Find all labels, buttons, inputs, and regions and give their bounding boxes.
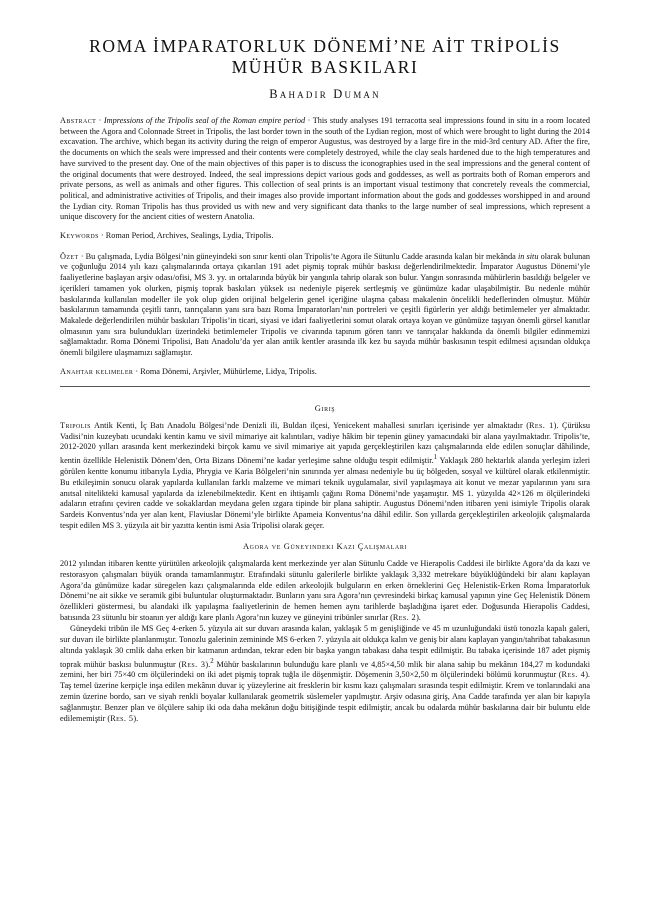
footnote-2: 2: [210, 657, 214, 665]
article-title: [60, 36, 590, 78]
abstract-title: Impressions of the Tripolis seal of the Roman empire period: [103, 116, 306, 125]
anahtar-text: Roma Dönemi, Arşivler, Mühürleme, Lidya, Tripolis.: [140, 366, 317, 376]
figure-ref-1: Res. 1: [529, 420, 554, 430]
giris-text-c: Yaklaşık 280 hektarlık alanda yerleşim izleri görülen kentte konumu itibarıyla Lydia, Phrygia ve Karia Bölgeleri’nin sınırında yer alması nedeniyle bu üç bölgeden, sosyal ve kültürel olarak etkilenmiştir. Bu etkileşimin sonucu olarak yapılarda kullanılan farklı malzeme ve mimari teknik uygulamalar, sivil yapılaşmaya ait konut ve mezar yapılarının yanı sıra anıtsal nitelikteki kamusal yapılarda da izlenebilmektedir. Kent en ihtişamlı çağını Roma Dönemi’nde yaşamıştır. MS 1. yüzyılda 42×126 m ölçülerindeki adaların etrafını çeviren cadde ve sokaklardan meydana gelen ızgara tipinde bir plana sahiptir. Augustus Dönemi’nden itibaren yeni isimiyle Tripolis olarak Sardeis Konventus’nda yer alan kent, Flaviuslar Dönemi’yle birlikte Apameia Konventus’na dâhil edilir. Son yıllarda gerçekleştirilen arkeolojik çalışmalarda tespit edilen MS 3. yüzyıla ait bir yazıtta kentin ismi Asia Tripolisi olarak geçer.: [60, 456, 590, 531]
giris-text-a: Antik Kenti, İç Batı Anadolu Bölgesi’nde Denizli ili, Buldan ilçesi, Yenicekent mahallesi sınırları içerisinde yer almaktadır (: [94, 420, 530, 430]
abstract-paragraph: Abstract · Impressions of the Tripolis seal of the Roman empire period · This study analyses 191 terracotta seal impressions found in situ in a room located between the Agora and Colonnade Street in Tripolis, the last border town in the south of the Lydian region, most of which were brought to light during the 2014 excavation. The archive, which began its activity during the reign of emperor Augustus, was destroyed by a large fire in the mid-3rd century AD. After the fire, the documents on which the seals were impressed and their contents were completely destroyed, while the clay seals hardened due to the high temperatures and have survived to the present day. One of the main objectives of this paper is to discuss the iconographies used in the seal impressions and the general content of the original documents that were destroyed. Indeed, the seal impressions depict various gods and goddesses, as well as portraits both of Roman emperors and private persons, as well as animals and other figures. This collection of seal prints is an important visual testimony that concretely reveals the commercial, political, and administrative activities of Tripolis, and their images also provide important information about the gods and goddesses worshipped in and around the Lydian city. Roman Tripolis has thus provided us with new and very significant data thanks to the large number of seal impressions, which represent a unique discovery for the ancient cities of western Anatolia.: [60, 116, 591, 222]
ozet-text-a: Bu çalışmada, Lydia Bölgesi’nin güneyindeki son sınır kenti olan Tripolis’te Agora ile Sütunlu Cadde arasında kalan bir mekânda: [85, 251, 516, 261]
figure-ref-4: Res. 4: [561, 670, 586, 680]
figure-ref-3: Res. 3: [181, 659, 206, 669]
article-page: [60, 36, 590, 724]
abstract-label: Abstract: [60, 116, 97, 125]
agora-text-1a: 2012 yılından itibaren kentte yürütülen arkeolojik çalışmalarda kent merkezinde yer alan Sütunlu Cadde ve Hierapolis Caddesi ile birlikte Agora’da da kazı ve restorasyon çalışmaları büyük oranda tamamlanmıştır. Etrafındaki sütunlu galerilerle birlikte yaklaşık 3,332 metrekare büyüklüğündeki bir alanı kaplayan Agora’da günümüze kadar süregelen kazı çalışmalarında elde edilen arkeolojik bulguların en erken örneklerini Geç Helenistik-Erken Roma İmparatorluk Dönemi’ne ait sikke ve seramik gibi buluntular oluşturmaktadır. Bunların yanı sıra Agora’nın çevresindeki birkaç kamusal yapının yine Geç Helenistik Dönem özellikleri göstermesi, bu alandaki ilk yapılaşma faaliyetlerinin de hemen hemen aynı tarihlerde başladığına işaret eder. Doğusunda Hierapolis Caddesi, batısında 23 sütunlu bir stoanın yer aldığı kare planlı Agora’nın kuzey ve güneyini tribünler sınırlar (: [60, 558, 590, 623]
footnote-1: 1: [433, 454, 438, 462]
giris-heading: Giriş: [314, 402, 336, 413]
abstract-text: This study analyses 191 terracotta seal impressions found in situ in a room located between the Agora and Colonnade Street in Tripolis, the last border town in the south of the Lydian region, most of which were brought to light during the 2014 excavation. The archive, which began its activity during the reign of emperor Augustus, was destroyed by a large fire in the mid-3rd century AD. After the fire, the documents on which the seals were impressed and their contents were completely destroyed, while the clay seals hardened due to the high temperatures and have survived to the present day. One of the main objectives of this paper is to discuss the iconographies used in the seal impressions and the general content of the original documents that were destroyed. Indeed, the seal impressions depict various gods and goddesses, as well as portraits both of Roman emperors and private persons, as well as animals and other figures. This collection of seal prints is an important visual testimony that concretely reveals the commercial, political, and administrative activities of Tripolis, and their images also provide important information about the gods and goddesses worshipped in and around the Lydian city. Roman Tripolis has thus provided us with new and very significant data thanks to the large number of seal impressions, which represent a unique discovery for the ancient cities of western Anatolia.: [60, 116, 591, 222]
agora-text-2b: Mühür baskılarının bulunduğu kare planlı ve 4,85×4,50 mlik bir alana sahip bu mekânın 184,27 m kodundaki zemini, her biri 75×40 cm ölçülerindeki on iki adet pişmiş toprak tuğla ile döşenmiştir. Döşemenin 3,50×2,50 m ölçülerindeki bölümü korunmuştur (: [60, 659, 591, 680]
figure-ref-5: Res. 5: [110, 713, 134, 723]
ozet-label: Özet: [60, 251, 79, 261]
agora-text-1b: ).: [416, 613, 421, 623]
giris-paragraph: [60, 421, 590, 532]
figure-ref-2: Res. 2: [392, 613, 417, 623]
section-divider: [60, 386, 590, 387]
title-line-1: ROMA İMPARATORLUK DÖNEMİ’NE AİT TRİPOLİS: [89, 36, 561, 56]
keywords-text: Roman Period, Archives, Sealings, Lydia, Tripolis.: [105, 231, 274, 241]
ozet-insitu: in situ: [517, 251, 539, 261]
agora-text-2a: Güneydeki tribün ile MS Geç 4-erken 5. yüzyıla ait sur duvarı arasında kalan, yaklaşık 5 m genişliğinde ve 45 m uzunluğundaki üstü tonozla kapalı galeri, sur duvarı ile birlikte planlanmıştır. Tonozlu galerinin zemininde MS 6-erken 7. yüzyıla ait oldukça kalın ve geniş bir alanı kaplayan yangın/tahribat tabakasının altında yaklaşık 30 cmlik daha erken bir katmanın ardından, tekrar eden bir başka yangın tabakası daha tespit edilmiştir. Bu tabaka içerisinde 187 adet pişmiş toprak mühür baskısı bulunmuştur (: [60, 624, 590, 669]
agora-paragraph-2: Güneydeki tribün ile MS Geç 4-erken 5. yüzyıla ait sur duvarı arasında kalan, yaklaşık 5 m genişliğinde ve 45 m uzunluğundaki üstü tonozla kapalı galeri, sur duvarı ile birlikte planlanmıştır. Tonozlu galerinin zemininde MS 6-erken 7. yüzyıla ait oldukça kalın ve geniş bir alanı kaplayan yangın/tahribat tabakasının altında yaklaşık 30 cmlik daha erken bir katmanın ardından, tekrar eden bir başka yangın tabakası daha tespit edilmiştir. Bu tabaka içerisinde 187 adet pişmiş toprak mühür baskısı bulunmuştur (Res. 3).$^2$ Mühür baskılarının bulunduğu kare planlı ve 4,85×4,50 mlik bir alana sahip bu mekânın 184,27 m kodundaki zemini, her biri 75×40 cm ölçülerindeki on iki adet pişmiş toprak tuğla ile döşenmiştir. Döşemenin 3,50×2,50 m ölçülerindeki bölümü korunmuştur (Res. 4). Taş temel üzerine kerpiçle inşa edilen mekânın duvar iç yüzeylerine ait fresklerin bir kısmı kazı çalışmaları sırasında tespit edilmiştir. Krem ve tonlarındaki ana zemin üzerine bordo, sarı ve siyah renkli boyalar kullanılarak geometrik süslemeler yapılmıştır. Arşiv odasına giriş, Ana Cadde tarafında yer alan bir kapıyla sağlanmıştır. Benzer plan ve ölçülere sahip iki oda daha mekânın doğu bitişiğinde tespit edilmiştir, ancak bu odalarda mühür baskılarına dair bir buluntu elde edilememiştir (Res. 5).: [60, 624, 591, 723]
giris-text-b: ). Çürüksu Vadisi’nin kuzeybatı ucundaki kentin kamu ve sivil mimariye ait kalıntıları, vadiye hâkim bir tepenin güney yamacındaki bir alana yayılmaktadır. Tripolis’te, 2012-2020 yılları arasında kent merkezindeki birçok kamu ve sivil mimariye ait yapıda gerçekleştirilen kazı çalışmalarında elde edilen sonuçlar dâhilinde, kentin özellikle Helenistik Dönem’den, Orta Bizans Dönemi’ne kadar yerleşime sahne olduğu tespit edilmiştir.: [60, 420, 591, 466]
giris-lead: Tripolis: [60, 420, 91, 430]
agora-text-2d: ).: [133, 713, 139, 723]
ozet-paragraph: Özet · Bu çalışmada, Lydia Bölgesi’nin güneyindeki son sınır kenti olan Tripolis’te Agora ile Sütunlu Cadde arasında kalan bir mekânda in situ olarak bulunan ve çoğunluğu 2014 yılı kazı çalışmalarında ortaya çıkarılan 191 adet pişmiş toprak mühür baskısı değerlendirilmektedir. İmparator Augustus Dönemi’yle faaliyetlerine başlayan arşiv odası/ofisi, MS 3. yy. ın ortalarında büyük bir yangınla tahrip olarak son bulur. Yangın sonrasında mühürlerin basıldığı belgeler ve içerikleri tamamen yok olurken, pişmiş toprak baskıları yüksek ısı nedeniyle pişerek sertleşmiş ve günümüze kadar ulaşabilmiştir. Bu nedenle mühür baskılarında kullanılan modeller ile yok olup giden orijinal belgelerin genel içeriğine ulaşma çabası makalenin öncelikli hedeflerinden olmuştur. Mühür baskılarının tamamında çeşitli tanrı, tanrıçaların yanı sıra bazı Roma İmparatorları’nın portreleri ve çeşitli figürlerin yer aldığı betimlemeler yer almaktadır. Makalede değerlendirilen mühür baskıları Tripolis’in ticari, siyasi ve idari faaliyetlerini somut olarak ortaya koyan ve günümüze taşıyan önemli görsel kanıtlar olmasının yanı sıra bulundukları üzerindeki betimlemeler Tripolis ve civarında tapınım gören tanrı ve tanrıçalar hakkında da önemli bilgiler edinmemizi sağlamaktadır. Roma Dönemi Tripolisi, Batı Anadolu’da yer alan antik kentler arasında ilk kez bu sayıda mühür baskısının tespit edilmesi açısından oldukça önemli bilgilere ulaşmamızı sağlamıştır.: [60, 251, 591, 358]
author-name: Bahadır Duman: [269, 87, 381, 101]
keywords-label: Keywords: [60, 231, 99, 241]
agora-heading: Agora ve Güneyindeki Kazı Çalışmaları: [242, 540, 408, 551]
anahtar-label: Anahtar kelimeler: [60, 366, 134, 376]
keywords-line: Keywords · Roman Period, Archives, Sealings, Lydia, Tripolis.: [60, 231, 274, 241]
ozet-text-b: olarak bulunan ve çoğunluğu 2014 yılı kazı çalışmalarında ortaya çıkarılan 191 adet pişmiş toprak mühür baskısı değerlendirilmektedir. İmparator Augustus Dönemi’yle faaliyetlerine başlayan arşiv odası/ofisi, MS 3. yy. ın ortalarında büyük bir yangınla tahrip olarak son bulur. Yangın sonrasında mühürlerin basıldığı belgeler ve içerikleri tamamen yok olurken, pişmiş toprak baskıları yüksek ısı nedeniyle pişerek sertleşmiş ve günümüze kadar ulaşabilmiştir. Bu nedenle mühür baskılarında kullanılan modeller ile yok olup giden orijinal belgelerin genel içeriğine ulaşma çabası makalenin öncelikli hedeflerinden olmuştur. Mühür baskılarının tamamında çeşitli tanrı, tanrıçaların yanı sıra bazı Roma İmparatorları’nın portreleri ve çeşitli figürlerin yer aldığı betimlemeler yer almaktadır. Makalede değerlendirilen mühür baskıları Tripolis’in ticari, siyasi ve idari faaliyetlerini somut olarak ortaya koyan ve günümüze taşıyan önemli görsel kanıtlar olmasının yanı sıra bulundukları üzerindeki betimlemeler Tripolis ve civarında tapınım gören tanrı ve tanrıçalar hakkında da önemli bilgiler edinmemizi sağlamaktadır. Roma Dönemi Tripolisi, Batı Anadolu’da yer alan antik kentler arasında ilk kez bu sayıda mühür baskısının tespit edilmesi açısından oldukça önemli bilgilere ulaşmamızı sağlamıştır.: [60, 251, 591, 358]
agora-text-2c: ). Taş temel üzerine kerpiçle inşa edilen mekânın duvar iç yüzeylerine ait fresklerin bir kısmı kazı çalışmaları sırasında tespit edilmiştir. Krem ve tonlarındaki ana zemin üzerine bordo, sarı ve siyah renkli boyalar kullanılarak geometrik süslemeler yapılmıştır. Arşiv odasına giriş, Ana Cadde tarafında yer alan bir kapıyla sağlanmıştır. Benzer plan ve ölçülere sahip iki oda daha mekânın doğu bitişiğinde tespit edilmiştir, ancak bu odalarda mühür baskılarına dair bir buluntu elde edilememiştir (: [60, 670, 590, 723]
agora-paragraph-1: [60, 559, 590, 624]
title-line-2: MÜHÜR BASKILARI: [231, 57, 419, 77]
anahtar-line: Anahtar kelimeler · Roma Dönemi, Arşivler, Mühürleme, Lidya, Tripolis.: [60, 366, 317, 376]
